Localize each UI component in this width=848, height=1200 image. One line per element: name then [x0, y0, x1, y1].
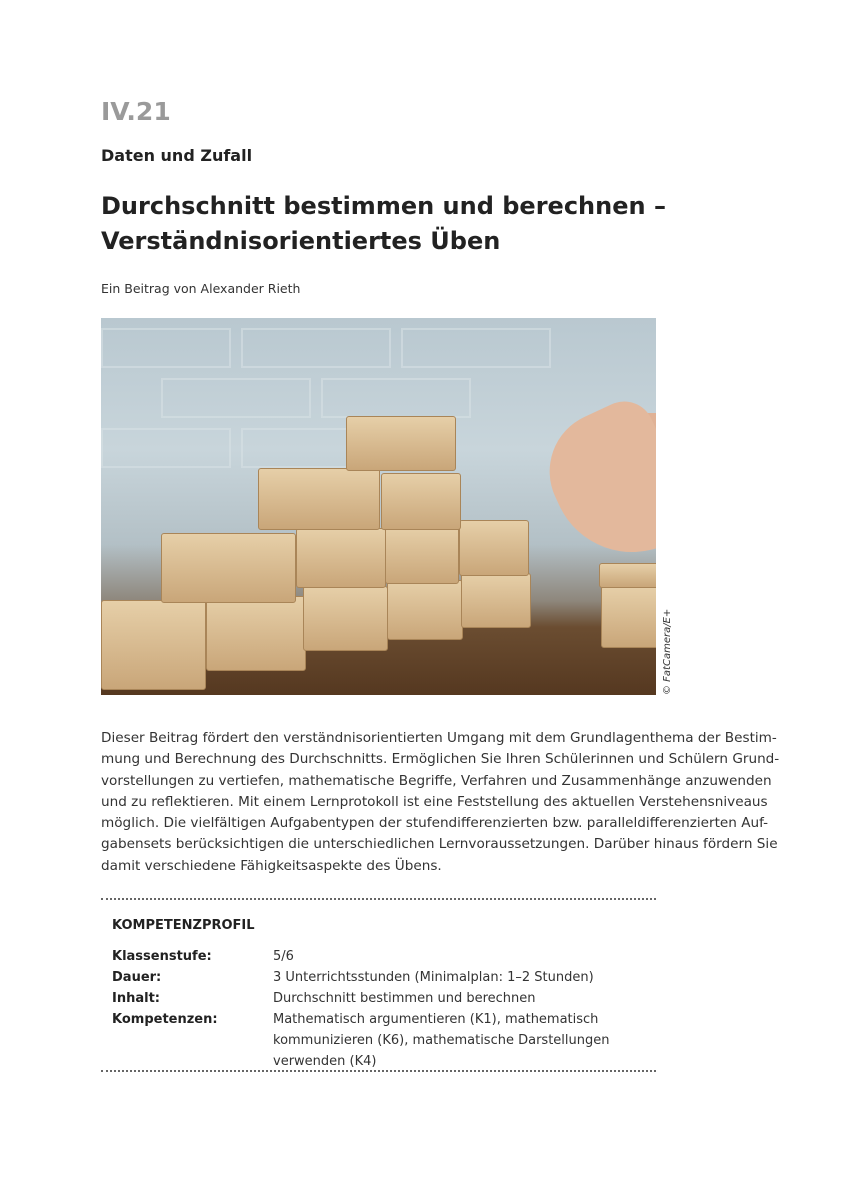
profile-label: Klassenstufe: — [112, 949, 212, 964]
title-line: Durchschnitt bestimmen und berechnen – — [101, 192, 666, 220]
topic-heading: Daten und Zufall — [101, 146, 253, 165]
intro-paragraph — [101, 728, 780, 877]
photo-credit: © FatCamera/E+ — [662, 608, 673, 695]
chapter-code: IV.21 — [101, 97, 171, 126]
title-line: Verständnisorientiertes Üben — [101, 227, 501, 255]
profile-label: Dauer: — [112, 970, 162, 985]
profile-label: Kompetenzen: — [112, 1012, 218, 1027]
page-title — [101, 189, 666, 259]
text-line: mung und Berechnung des Durchschnitts. Ermöglichen Sie Ihren Schülerinnen und Schülern Grund- — [101, 751, 780, 768]
wooden-blocks-photo — [101, 318, 656, 695]
profile-value: Mathematisch argumentieren (K1), mathematisch kommunizieren (K6), mathematische Darstellungen verwenden (K4) — [273, 1012, 610, 1069]
profile-value: 3 Unterrichtsstunden (Minimalplan: 1–2 Stunden) — [273, 970, 594, 985]
text-line: Dieser Beitrag fördert den verständnisorientierten Umgang mit dem Grundlagenthema der Bestim- — [101, 730, 777, 746]
text-line: und zu reflektieren. Mit einem Lernprotokoll ist eine Feststellung des aktuellen Verstehensniveaus — [101, 793, 768, 810]
profile-heading: KOMPETENZPROFIL — [112, 918, 255, 933]
text-line: damit verschiedene Fähigkeitsaspekte des Übens. — [101, 857, 442, 874]
text-line: gabensets berücksichtigen die unterschiedlichen Lernvoraussetzungen. Darüber hinaus fördern Sie — [101, 836, 778, 853]
profile-label: Inhalt: — [112, 991, 160, 1006]
profile-value: Durchschnitt bestimmen und berechnen — [273, 991, 536, 1006]
hand — [530, 392, 656, 579]
divider — [101, 898, 656, 900]
text-line: vorstellungen zu vertiefen, mathematische Begriffe, Verfahren und Zusammenhänge anzuwenden — [101, 772, 772, 789]
text-line: möglich. Die vielfältigen Aufgabentypen der stufendifferenzierten bzw. paralleldifferenzierten Auf- — [101, 815, 769, 832]
byline: Ein Beitrag von Alexander Rieth — [101, 281, 301, 296]
profile-value: 5/6 — [273, 949, 294, 964]
divider — [101, 1070, 656, 1072]
